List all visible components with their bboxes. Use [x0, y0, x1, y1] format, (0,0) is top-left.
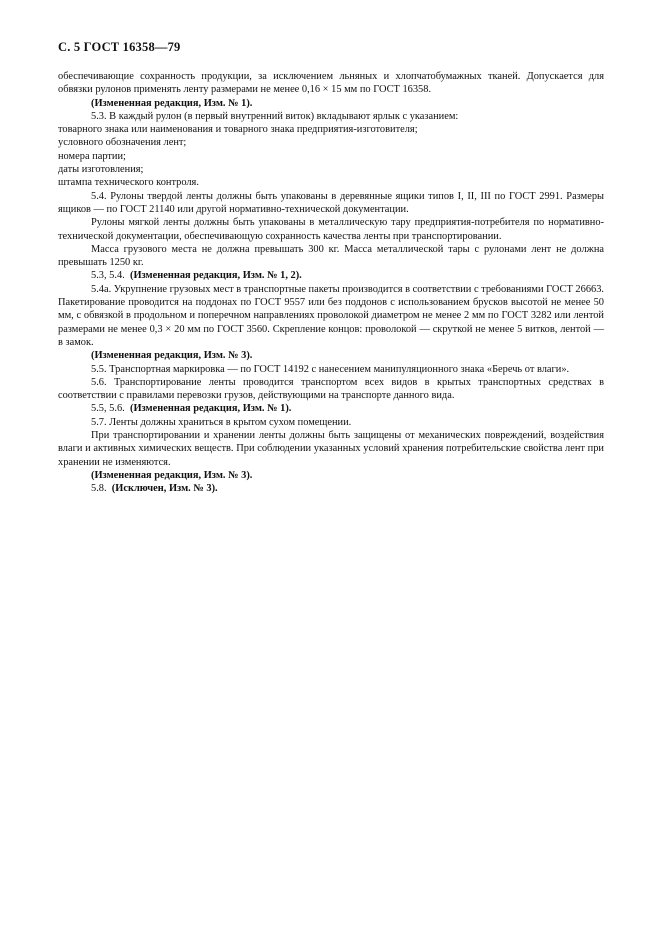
label-item: товарного знака или наименования и товарного знака предприятия-изготовителя;: [58, 124, 418, 136]
clause-5-7: 5.7. Ленты должны храниться в крытом сухом помещении.: [91, 416, 352, 428]
excluded-note: (Исключен, Изм. № 3).: [111, 483, 218, 495]
clause-5-4-soft-tape: Рулоны мягкой ленты должны быть упакованы в металлическую тару предприятия-потребителя по нормативно-технической документации, обеспечивающую сохранность качества ленты при транспортировании.: [58, 217, 604, 242]
clause-5-4a: 5.4а. Укрупнение грузовых мест в транспортные пакеты производится в соответствии с требованиями ГОСТ 26663. Пакетирование проводится на поддонах по ГОСТ 9557 или без поддонов с использованием брусков высотой не менее 50 мм, с обвязкой в продольном и поперечном направлениях проволокой диаметром не менее 2 мм по ГОСТ 3282 или лентой размерами не менее 0,3 × 20 мм по ГОСТ 3560. Скрепление концов: проволокой — скруткой не менее 5 витков, лентой — в замок.: [58, 283, 604, 348]
amendment-note-5-5-5-6: [58, 402, 604, 415]
clause-5-5: 5.5. Транспортная маркировка — по ГОСТ 14192 с нанесением манипуляционного знака «Беречь от влаги».: [91, 363, 570, 375]
label-item: условного обозначения лент;: [58, 137, 187, 149]
clause-ref: 5.5, 5.6.: [91, 403, 125, 415]
clause-5-3: 5.3. В каждый рулон (в первый внутренний виток) вкладывают ярлык с указанием:: [91, 110, 459, 122]
amendment-text: (Измененная редакция, Изм. № 1).: [129, 403, 292, 415]
paragraph-continuation: обеспечивающие сохранность продукции, за исключением льняных и хлопчатобумажных тканей. Допускается для обвязки рулонов применять ленту размерами не менее 0,16 × 15 мм по ГОСТ 16358.: [58, 71, 604, 96]
label-item: даты изготовления;: [58, 164, 144, 176]
clause-5-4: 5.4. Рулоны твердой ленты должны быть упакованы в деревянные ящики типов I, II, III по ГОСТ 2991. Размеры ящиков — по ГОСТ 21140 или другой нормативно-технической документации.: [58, 190, 604, 215]
clause-5-7-protection: При транспортировании и хранении ленты должны быть защищены от механических повреждений, воздействия влаги и активных химических веществ. При соблюдении указанных условий хранения потребительские свойства лент при хранении не изменяются.: [58, 430, 604, 468]
clause-ref: 5.3, 5.4.: [91, 270, 125, 282]
amendment-note-5-3-5-4: [58, 269, 604, 282]
label-item: штампа технического контроля.: [58, 177, 199, 189]
clause-ref: 5.8.: [91, 483, 107, 495]
amendment-text: (Измененная редакция, Изм. № 1, 2).: [129, 270, 302, 282]
label-item: номера партии;: [58, 150, 126, 162]
clause-5-8: [58, 482, 604, 495]
clause-5-4-mass: Масса грузового места не должна превышать 300 кг. Масса металлической тары с рулонами лент не должна превышать 1250 кг.: [58, 243, 604, 269]
amendment-note: (Измененная редакция, Изм. № 3).: [91, 469, 253, 481]
running-head: С. 5 ГОСТ 16358—79: [58, 40, 181, 54]
document-body: [58, 70, 604, 496]
clause-5-6: 5.6. Транспортирование ленты проводится транспортом всех видов в крытых транспортных средствах в соответствии с правилами перевозки грузов, действующими на транспорте данного вида.: [58, 376, 604, 402]
amendment-note: (Измененная редакция, Изм. № 3).: [91, 350, 253, 362]
amendment-note: (Измененная редакция, Изм. № 1).: [91, 97, 253, 109]
